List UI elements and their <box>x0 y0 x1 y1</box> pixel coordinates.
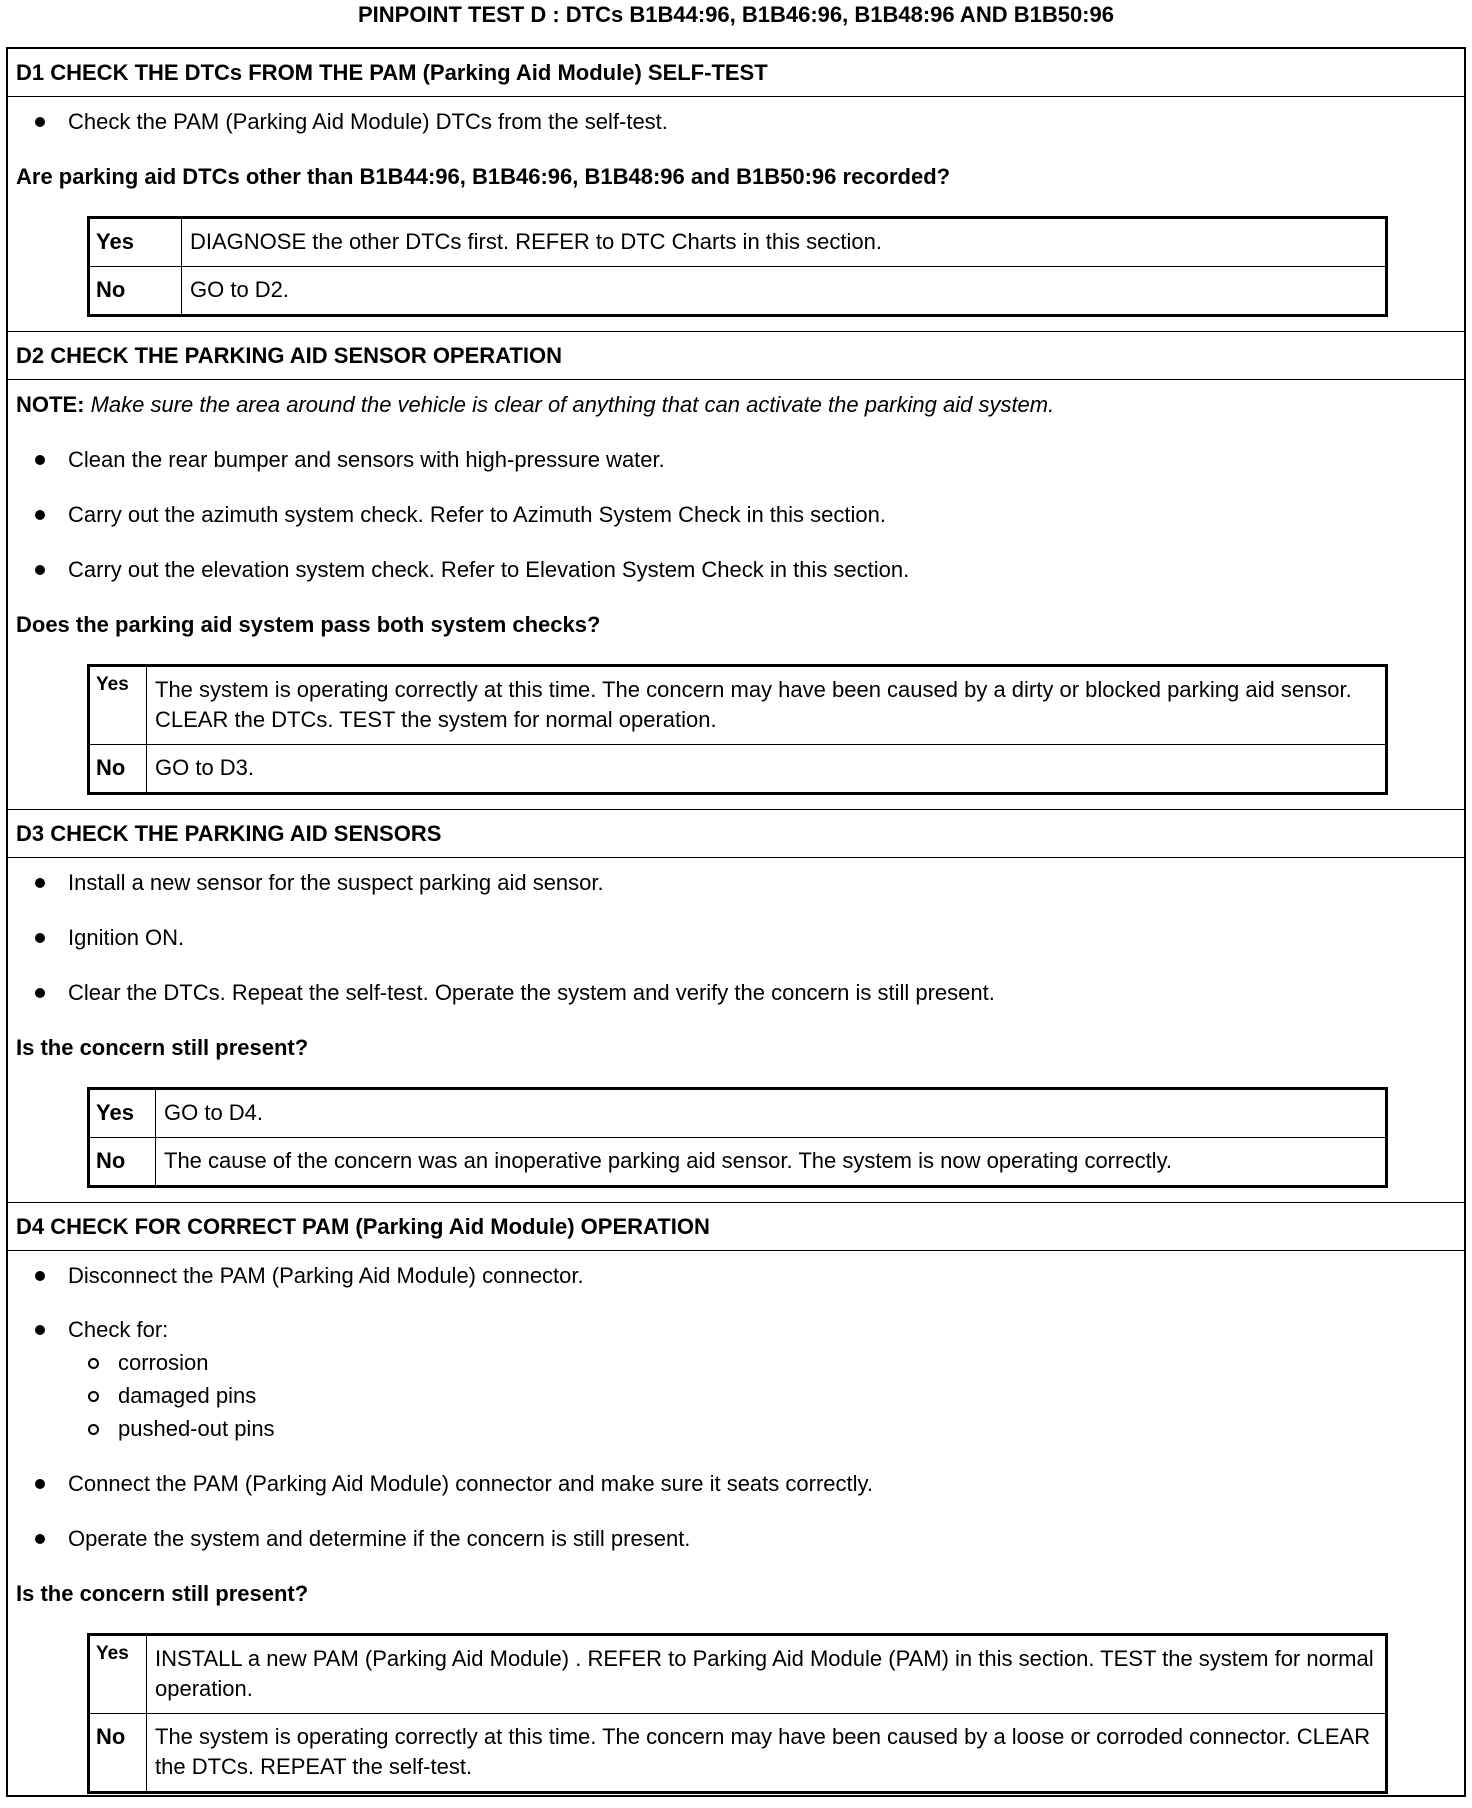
bullet-icon <box>35 933 45 943</box>
list-item: Operate the system and determine if the concern is still present. <box>8 1524 1464 1554</box>
table-row <box>89 218 1387 267</box>
step-d2 <box>8 332 1464 810</box>
yes-action: DIAGNOSE the other DTCs first. REFER to DTC Charts in this section. <box>182 218 1387 267</box>
list-item: Check the PAM (Parking Aid Module) DTCs from the self-test. <box>8 107 1464 137</box>
bullet-icon <box>35 565 45 575</box>
yes-label: Yes <box>89 218 182 267</box>
step-header: D3 CHECK THE PARKING AID SENSORS <box>8 810 1464 858</box>
list-item: Carry out the elevation system check. Refer to Elevation System Check in this section. <box>8 555 1464 585</box>
question: Is the concern still present? <box>16 1581 309 1606</box>
table-row <box>89 267 1387 316</box>
no-label: No <box>89 267 182 316</box>
no-action: GO to D2. <box>182 267 1387 316</box>
table-row <box>89 745 1387 794</box>
yes-label: Yes <box>89 666 147 745</box>
no-action: The system is operating correctly at this time. The concern may have been caused by a loose or corroded connector. CLEAR the DTCs. REPEAT the self-test. <box>147 1714 1387 1793</box>
yes-no-table <box>87 216 1388 317</box>
bullet-icon <box>35 117 45 127</box>
yes-action: INSTALL a new PAM (Parking Aid Module) . REFER to Parking Aid Module (PAM) in this section. TEST the system for normal operation. <box>147 1635 1387 1714</box>
bullet-icon <box>35 1534 45 1544</box>
step-d3 <box>8 810 1464 1203</box>
list-item: Disconnect the PAM (Parking Aid Module) connector. <box>8 1261 1464 1291</box>
sub-list-item: corrosion <box>8 1348 1464 1378</box>
step-header: D4 CHECK FOR CORRECT PAM (Parking Aid Module) OPERATION <box>8 1203 1464 1251</box>
table-row <box>89 1635 1387 1714</box>
hollow-bullet-icon <box>88 1391 99 1402</box>
sub-list-item: pushed-out pins <box>8 1414 1464 1444</box>
table-row <box>89 1089 1387 1138</box>
hollow-bullet-icon <box>88 1424 99 1435</box>
no-action: GO to D3. <box>147 745 1387 794</box>
list-item: Install a new sensor for the suspect parking aid sensor. <box>8 868 1464 898</box>
list-item: Ignition ON. <box>8 923 1464 953</box>
pinpoint-test-table <box>6 47 1466 1797</box>
yes-no-table <box>87 1633 1388 1794</box>
hollow-bullet-icon <box>88 1358 99 1369</box>
bullet-icon <box>35 455 45 465</box>
question: Does the parking aid system pass both system checks? <box>16 612 601 637</box>
yes-no-table <box>87 664 1388 795</box>
no-label: No <box>89 1138 156 1187</box>
note: NOTE: Make sure the area around the vehicle is clear of anything that can activate the parking aid system. <box>16 392 1055 417</box>
bullet-icon <box>35 1479 45 1489</box>
yes-action: GO to D4. <box>156 1089 1387 1138</box>
step-d1 <box>8 49 1464 332</box>
yes-label: Yes <box>89 1635 147 1714</box>
table-row <box>89 666 1387 745</box>
yes-action: The system is operating correctly at this time. The concern may have been caused by a dirty or blocked parking aid sensor. CLEAR the DTCs. TEST the system for normal operation. <box>147 666 1387 745</box>
bullet-icon <box>35 878 45 888</box>
step-d4 <box>8 1203 1464 1808</box>
step-header: D2 CHECK THE PARKING AID SENSOR OPERATION <box>8 332 1464 380</box>
bullet-icon <box>35 1271 45 1281</box>
no-label: No <box>89 1714 147 1793</box>
list-item: Clear the DTCs. Repeat the self-test. Operate the system and verify the concern is still present. <box>8 978 1464 1008</box>
question: Is the concern still present? <box>16 1035 309 1060</box>
list-item: Check for: <box>8 1315 1464 1345</box>
no-label: No <box>89 745 147 794</box>
list-item: Carry out the azimuth system check. Refer to Azimuth System Check in this section. <box>8 500 1464 530</box>
bullet-icon <box>35 1325 45 1335</box>
sub-list-item: damaged pins <box>8 1381 1464 1411</box>
table-row <box>89 1138 1387 1187</box>
list-item: Clean the rear bumper and sensors with high-pressure water. <box>8 445 1464 475</box>
bullet-icon <box>35 510 45 520</box>
bullet-icon <box>35 988 45 998</box>
table-row <box>89 1714 1387 1793</box>
step-header: D1 CHECK THE DTCs FROM THE PAM (Parking Aid Module) SELF-TEST <box>8 49 1464 97</box>
yes-label: Yes <box>89 1089 156 1138</box>
page-title: PINPOINT TEST D : DTCs B1B44:96, B1B46:96, B1B48:96 AND B1B50:96 <box>358 2 1114 27</box>
question: Are parking aid DTCs other than B1B44:96, B1B46:96, B1B48:96 and B1B50:96 recorded? <box>16 164 951 189</box>
yes-no-table <box>87 1087 1388 1188</box>
no-action: The cause of the concern was an inoperative parking aid sensor. The system is now operating correctly. <box>156 1138 1387 1187</box>
list-item: Connect the PAM (Parking Aid Module) connector and make sure it seats correctly. <box>8 1469 1464 1499</box>
